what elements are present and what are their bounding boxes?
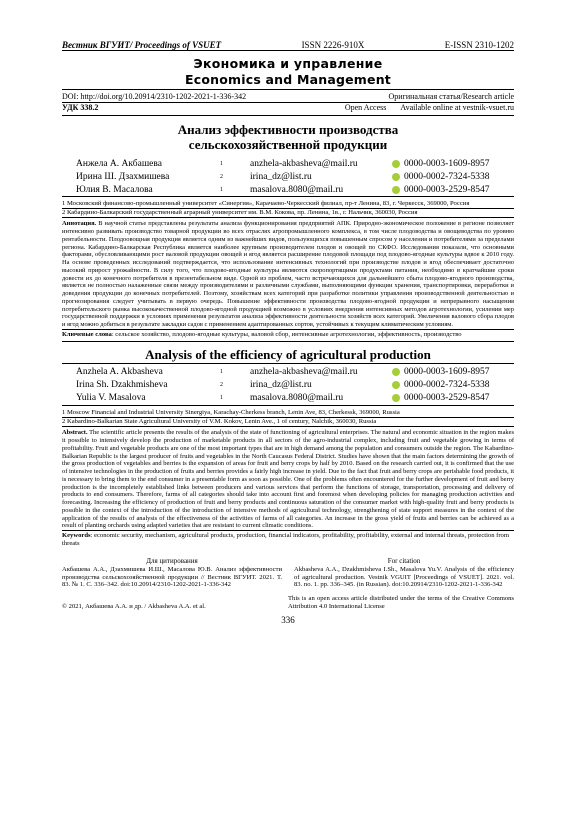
keywords-ru: [62, 331, 514, 339]
affiliation: 2 Кабардино-Балкарский государственный аграрный университет им. В.М. Кокова, пр. Ленина, 1в., г. Нальчик, 360030, Россия: [62, 209, 418, 217]
section-title-en: Economics and Management: [185, 72, 391, 87]
citation-heading: Для цитирования: [146, 557, 198, 566]
article-type: Оригинальная статья/Research article: [388, 92, 514, 101]
author-name: Anzhela A. Akbasheva: [76, 367, 163, 378]
keywords-en: [62, 532, 514, 548]
keywords-text: : сельское хозяйство, плодово-ягодные культуры, валовой сбор, интенсивные агротехнологии, эффективность, производство: [111, 330, 462, 338]
authors-rule: [62, 196, 514, 197]
orcid-icon: [392, 394, 400, 402]
author-row: [62, 392, 514, 405]
author-email[interactable]: anzhela-akbasheva@mail.ru: [250, 367, 358, 378]
title-en-rule: [62, 363, 514, 364]
author-email[interactable]: irina_dz@list.ru: [250, 380, 312, 391]
author-row: [62, 183, 514, 196]
udk: УДК 338.2: [62, 103, 99, 112]
author-name: Юлия В. Масалова: [76, 184, 153, 195]
keywords-label: Ключевые слова: [62, 330, 112, 338]
affiliation: 1 Moscow Financial and Industrial University Sinergiya, Karachay-Cherkess branch, Lenin Ave, 83, Cherkessk, 369000, Russia: [62, 408, 400, 416]
kw-rule: [62, 341, 514, 342]
author-row: [62, 379, 514, 392]
author-name: Анжела А. Акбашева: [76, 158, 162, 169]
article-page: [62, 40, 514, 625]
author-row: [62, 366, 514, 379]
abstract-en: [62, 429, 514, 530]
doi-link[interactable]: DOI: http://doi.org/10.20914/2310-1202-2021-1-336-342: [62, 92, 247, 101]
author-affil: 2: [220, 382, 223, 389]
abstract-rule: [62, 329, 514, 330]
section-title-ru: Экономика и управление: [193, 56, 383, 71]
author-row: [62, 170, 514, 183]
page-number: 336: [281, 614, 295, 625]
section-rule: [62, 89, 514, 90]
author-affil: 2: [220, 173, 223, 180]
article-title-en: Analysis of the efficiency of agricultural production: [145, 346, 431, 362]
orcid-icon: [392, 160, 400, 168]
footer: [62, 595, 514, 611]
author-name: Irina Sh. Dzakhmisheva: [76, 380, 168, 391]
author-email[interactable]: masalova.8080@mail.ru: [250, 184, 344, 195]
abstract-label: Abstract.: [62, 429, 88, 437]
authors-en-rule: [62, 405, 514, 406]
abstract-label: Аннотация.: [62, 220, 97, 228]
keywords-label: Keywords: [62, 532, 91, 540]
abstract-text: В научной статье представлены результаты анализа функционирования предприятий АПК. Природно-экономическое положение в регионе позволяет интенсивно развивать производство товарной продукции во всех отраслях агропромышленного комплекса, в том числе плодоводства и овощеводства по уровню рентабельности. Плодоовощная продукция является одним из важнейших видов, пользующихся повышенным спросом у населения и потребителями за пределами региона. Кабардино-Балкарская Республика является наиболее крупным производителем плодов и овощей по СКФО. Исследования показали, что основными факторами, обусловливающими рост валовой продукции овощей и ягод является расширение плодовой площади под плодово-ягодные культуры вдвое к 2010 году. На основе проведенных исследований подтверждается, что использование интенсивных технологий при производстве плодов и ягод обеспечивает достаточно высокий прирост урожайности. В силу того, что плодово-ягодные культуры являются скоропортящими продуктами питания, необходимо в кратчайшие сроки довести их до конечного потребителя в презентабельном виде. Одной из проблем, часто встречающихся для дальнейшего сбыта плодово-ягодного производства, является не полностью налаженные связи между производителями и различными службами, выполняющими функции хранения, транспортировки, переработки и доведения продукции до конечных потребителей. Поэтому, хозяйствам всех категорий при разработке политики управления производственной деятельностью и прогнозирования следует учитывать в первую очередь. Повышение эффективности производства плодово-ягодной продукции и непрерывного насыщения потребительского рынка высококачественной плодово-ягодной продукцией возможно в условиях внедрения интенсивных методов агротехнологии, усилении мер государственной поддержки в условиях применения результатов анализа эффективности деятельности хозяйств всех категорий. Увеличения валового сбора плодов и ягод можно добиться в результате закладки садов с применением адаптированных сортов, устойчивых к текущим климатическим условиям.: [62, 220, 515, 329]
author-affil: 1: [220, 395, 223, 402]
affiliations-ru: [62, 200, 514, 217]
citation-text: Akbasheva A.A., Dzakhmisheva I.Sh., Masalova Yu.V. Analysis of the efficiency of agricultural production. Vestnik VGUIT [Proceedings of VSUET]. 2021. vol. 83. no. 1. pp. 336–345. (in Russian). doi:10.20914/2310-1202-2021-1-336-342: [294, 565, 514, 589]
citation-block: [62, 558, 514, 589]
copyright: © 2021, Акбашева А.А. и др. / Akbasheva A.A. et al.: [62, 603, 206, 611]
author-orcid[interactable]: 0000-0003-2529-8547: [404, 393, 490, 404]
open-access: Open Access: [344, 103, 387, 112]
author-orcid[interactable]: 0000-0003-2529-8547: [404, 184, 490, 195]
author-email[interactable]: irina_dz@list.ru: [250, 171, 312, 182]
citation-text: Акбашева А.А., Дзахмишева И.Ш., Масалова Ю.В. Анализ эффективности производства сельскохозяйственной продукции // Вестник ВГУИТ. 2021. Т. 83. № 1. С. 336–342. doi:10.20914/2310-1202-2021-1-336-342: [62, 565, 282, 589]
issn: ISSN 2226-910X: [301, 40, 365, 50]
orcid-icon: [392, 381, 400, 389]
affiliations-en: [62, 409, 514, 426]
author-orcid[interactable]: 0000-0002-7324-5338: [404, 380, 490, 391]
meta-row-1: [62, 92, 514, 102]
author-email[interactable]: masalova.8080@mail.ru: [250, 393, 344, 404]
author-affil: 1: [220, 186, 223, 193]
journal-name: Вестник ВГУИТ/ Proceedings of VSUET: [62, 40, 222, 50]
citation-heading: For citation: [387, 557, 421, 566]
aff-en-rule-2: [62, 426, 514, 427]
orcid-icon: [392, 186, 400, 194]
meta-rule-2: [62, 115, 514, 116]
author-email[interactable]: anzhela-akbasheva@mail.ru: [250, 158, 358, 169]
license-text: This is an open access article distributed under the terms of the Creative Commons Attribution 4.0 International License: [288, 595, 514, 610]
author-affil: 1: [220, 160, 223, 167]
affiliation: 2 Kabardino-Balkarian State Agricultural University of V.M. Kokov, Lenin Ave., 1 of century, Nalchik, 360030, Russia: [62, 418, 377, 426]
author-row: [62, 157, 514, 170]
author-affil: 1: [220, 369, 223, 376]
orcid-icon: [392, 368, 400, 376]
citation-ru: [62, 558, 288, 589]
citation-en: [288, 558, 514, 589]
header-rule: [62, 50, 514, 51]
keywords-text: : economic security, mechanism, agricultural products, production, financial indicators, profitability, profitability, external and internal threats, protection from threats: [62, 532, 509, 548]
affiliation: 1 Московский финансово-промышленный университет «Синергия», Карачаево-Черкесский филиал, пр-т Ленина, 83, г. Черкесск, 369000, Россия: [62, 200, 470, 207]
abstract-text: The scientific article presents the results of the analysis of the state of functioning of agricultural enterprises. The natural and economic situation in the region makes it possible to intensively develop the production of marketable products in all sectors of the agro-industrial complex, including fruit and vegetable growing in terms of profitability. Fruit and vegetable products are one of the most important types that are in high demand among the population and consumers outside the region. The Kabardino-Balkarian Republic is the largest producer of fruits and vegetables in the North Caucasus Federal District. Studies have shown that the main factors determining the growth of the gross production of vegetables and berries is the expansion of areas for fruit and berry crops by half by 2010. Based on the research carried out, it is confirmed that the use of intensive technologies in the production of fruits and berries provides a fairly high increase in yield. Due to the fact that fruit and berry crops are perishable food products, it is necessary to bring them to the end consumer in a presentable form as soon as possible. One of the problems often encountered for the further development of fruit and berry production is the incompletely established links between producers and various services that perform the functions of storage, transportation, processing and delivery of products to end consumers. Therefore, farms of all categories should take into account first and foremost when developing policies for managing production activities and forecasting. Increasing the efficiency of production of fruit and berry products and continuous saturation of the consumer market with high-quality fruit and berry products is possible in the context of the introduction of the introduction of intensive methods of agricultural technology, strengthening of state support measures in the context of the application of the results of analysis of the effectiveness of the activities of farms of all categories. An increase in the gross yield of fruits and berries can be achieved as a result of planting orchards using adapted varieties that are resistant to current climatic conditions.: [62, 429, 515, 530]
article-title-ru: Анализ эффективности производства сельскохозяйственной продукции: [177, 122, 399, 152]
journal-header: [62, 40, 514, 50]
author-orcid[interactable]: 0000-0003-1609-8957: [404, 367, 490, 378]
author-name: Yulia V. Masalova: [76, 393, 146, 404]
abstract-ru: [62, 220, 514, 329]
authors-en: [62, 366, 514, 405]
orcid-icon: [392, 173, 400, 181]
meta-row-2: [62, 103, 514, 113]
authors-ru: [62, 157, 514, 196]
available-online[interactable]: Available online at vestnik-vsuet.ru: [400, 103, 514, 112]
author-name: Ирина Ш. Дзахмишева: [76, 171, 170, 182]
aff-rule-2: [62, 217, 514, 218]
eissn: E-ISSN 2310-1202: [444, 40, 514, 50]
author-orcid[interactable]: 0000-0002-7324-5338: [404, 171, 490, 182]
abstract-en-rule: [62, 530, 514, 531]
author-orcid[interactable]: 0000-0003-1609-8957: [404, 158, 490, 169]
